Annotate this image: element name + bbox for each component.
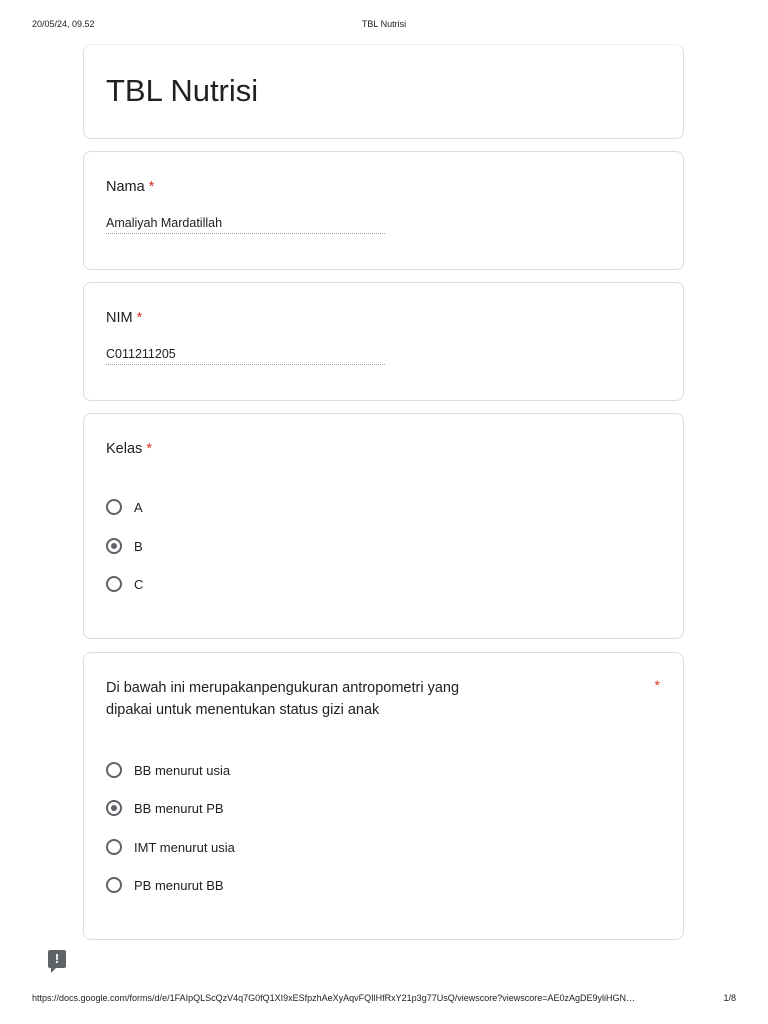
required-asterisk: * (654, 677, 660, 693)
question-title-text: Kelas (106, 441, 143, 457)
radio-circle-icon[interactable] (106, 576, 122, 592)
radio-circle-icon[interactable] (106, 839, 122, 855)
print-date: 20/05/24, 09.52 (32, 19, 95, 29)
print-title: TBL Nutrisi (361, 19, 407, 29)
report-feedback-icon[interactable] (48, 950, 66, 968)
radio-circle-icon[interactable] (106, 499, 122, 515)
question-title (106, 176, 154, 198)
question-title-line: dipakai untuk menentukan status gizi anak (106, 702, 380, 718)
radio-option-label: PB menurut BB (134, 877, 224, 893)
answer-field[interactable]: Amaliyah Mardatillah (106, 214, 385, 234)
radio-option[interactable] (106, 536, 143, 556)
question-title-text: NIM (106, 310, 133, 326)
radio-checked-icon[interactable] (106, 538, 122, 554)
question-card-nim (83, 282, 684, 401)
radio-checked-icon[interactable] (106, 800, 122, 816)
print-header (0, 19, 768, 33)
radio-circle-icon[interactable] (106, 762, 122, 778)
form-header-card (83, 44, 684, 139)
radio-option-label: IMT menurut usia (134, 839, 235, 855)
question-card-kelas (83, 413, 684, 639)
feedback-glyph: ! (54, 951, 60, 966)
radio-option[interactable] (106, 574, 143, 594)
required-asterisk: * (136, 310, 143, 326)
radio-option-label: C (134, 576, 144, 592)
radio-option[interactable] (106, 497, 143, 517)
answer-field[interactable]: C011211205 (106, 345, 385, 365)
radio-option[interactable] (106, 875, 224, 895)
radio-option[interactable] (106, 837, 235, 857)
radio-option[interactable] (106, 760, 230, 780)
required-asterisk: * (146, 441, 152, 457)
print-footer (32, 993, 736, 1007)
radio-option-label: BB menurut PB (134, 800, 224, 816)
radio-option-label: B (134, 538, 143, 554)
radio-circle-icon[interactable] (106, 877, 122, 893)
required-asterisk: * (148, 179, 155, 195)
question-card-nama (83, 151, 684, 270)
question-title (106, 677, 459, 721)
question-title-text: Nama (106, 179, 145, 195)
radio-option[interactable] (106, 798, 224, 818)
print-url: https://docs.google.com/forms/d/e/1FAIpQLScQzV4q7G0fQ1XI9xESfpzhAeXyAqvFQIlHfRxY21p3g77UsQ/viewscore?viewscore=AE0zAgDE9yliHGN… (32, 993, 636, 1003)
print-page-number: 1/8 (723, 993, 736, 1003)
form-title: TBL Nutrisi (106, 73, 259, 108)
question-title-line: Di bawah ini merupakanpengukuran antropometri yang (106, 680, 460, 696)
radio-option-label: A (134, 499, 143, 515)
question-title (106, 307, 142, 329)
question-card-antropometri (83, 652, 684, 940)
question-title (106, 438, 152, 460)
radio-option-label: BB menurut usia (134, 762, 231, 778)
